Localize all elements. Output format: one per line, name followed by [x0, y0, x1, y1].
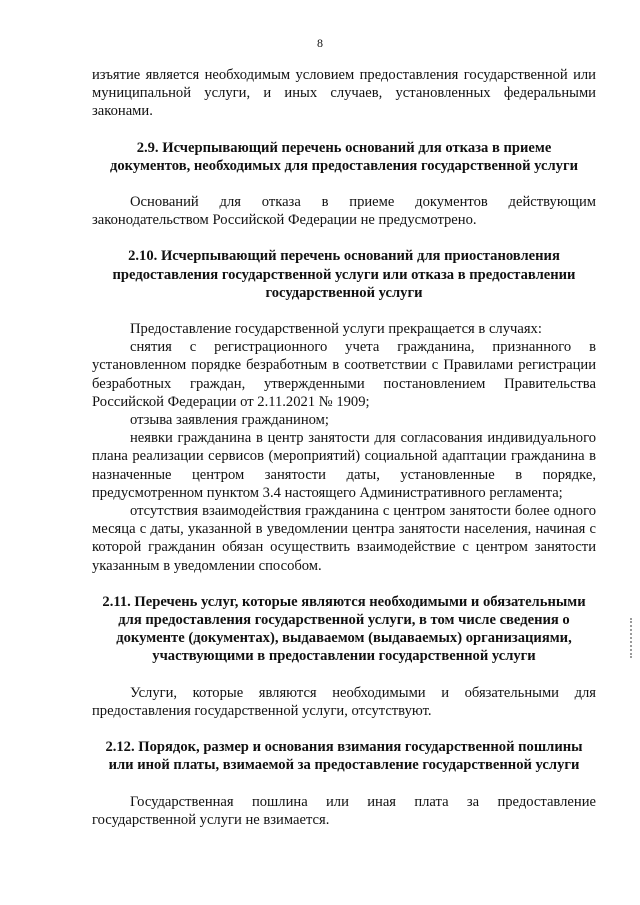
section-2-10-paragraph-1: Предоставление государственной услуги прекращается в случаях:	[130, 321, 542, 338]
document-body	[92, 66, 596, 829]
section-2-10-paragraph-3: отзыва заявления гражданином;	[130, 412, 329, 429]
page-number: 8	[317, 36, 323, 50]
section-2-12-paragraph: Государственная пошлина или иная плата за предоставление государственной услуги не взимается.	[92, 793, 596, 828]
section-2-9-heading: 2.9. Исчерпывающий перечень оснований для отказа в приеме документов, необходимых для предоставления государственной услуги	[110, 139, 578, 174]
intro-paragraph: изъятие является необходимым условием предоставления государственной или муниципальной услуги, и иных случаев, установленных федеральными законами.	[92, 67, 596, 120]
section-2-10-paragraph-5: отсутствия взаимодействия гражданина с центром занятости более одного месяца с даты, указанной в уведомлении центра занятости населения, начиная с которой гражданин обязан осуществить взаимодействие с центром занятости указанным в уведомлении способом.	[92, 503, 596, 574]
section-2-11-paragraph: Услуги, которые являются необходимыми и обязательными для предоставления государственной услуги, отсутствуют.	[92, 684, 596, 719]
section-2-12-heading: 2.12. Порядок, размер и основания взимания государственной пошлины или иной платы, взимаемой за предоставление государственной услуги	[105, 739, 583, 774]
section-2-10-heading: 2.10. Исчерпывающий перечень оснований для приостановления предоставления государственной услуги или отказа в предоставлении государственной услуги	[112, 248, 576, 301]
section-2-9-paragraph: Оснований для отказа в приеме документов действующим законодательством Российской Федерации не предусмотрено.	[92, 194, 596, 229]
scan-edge-mark	[630, 618, 634, 658]
section-2-11-heading: 2.11. Перечень услуг, которые являются необходимыми и обязательными для предоставления государственной услуги, в том числе сведения о документе (документах), выдаваемом (выдаваемых) организациями, участвующими в предоставлении государственной услуги	[102, 593, 586, 665]
section-2-10-paragraph-2: снятия с регистрационного учета гражданина, признанного в установленном порядке безработным в соответствии с Правилами регистрации безработных граждан, утвержденными постановлением Правительства Российской Федерации от 2.11.2021 № 1909;	[92, 339, 596, 410]
section-2-10-paragraph-4: неявки гражданина в центр занятости для согласования индивидуального плана реализации сервисов (мероприятий) социальной адаптации гражданина в назначенные центром занятости даты, установленные в порядке, предусмотренном пунктом 3.4 настоящего Административного регламента;	[92, 430, 596, 501]
